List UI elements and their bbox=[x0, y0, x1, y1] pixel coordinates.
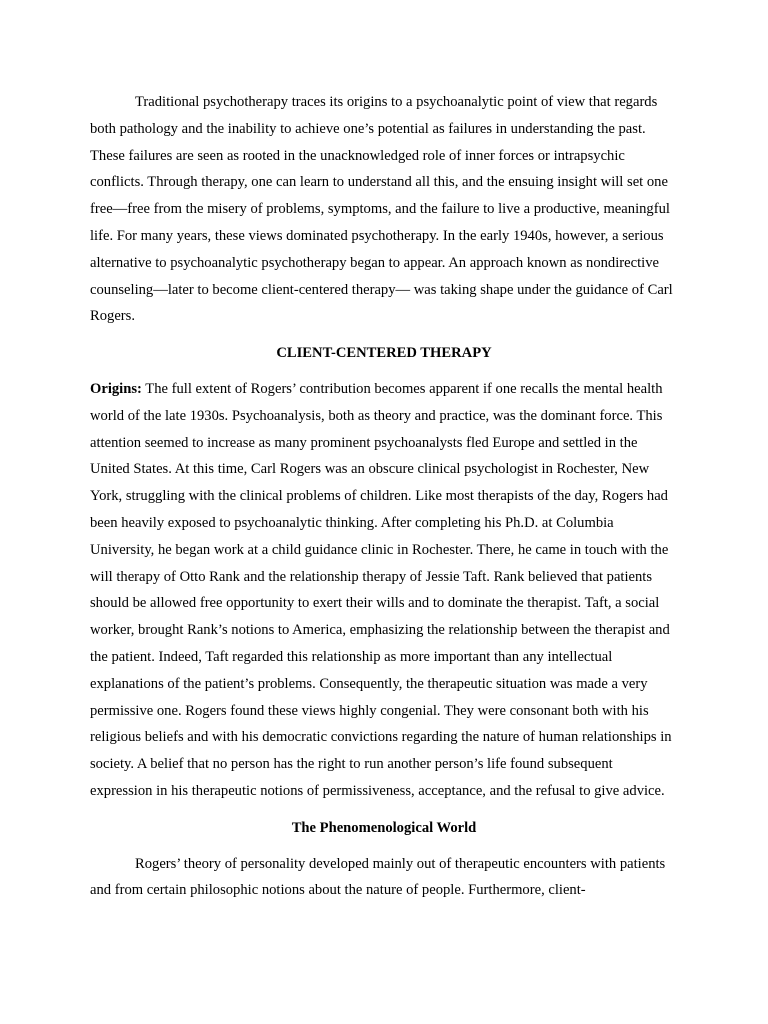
origins-text: The full extent of Rogers’ contribution becomes apparent if one recalls the mental health world of the late 1930s. Psychoanalysis, both as theory and practice, was the dominant force. This attention seemed to increase as many prominent psychoanalysts fled Europe and settled in the United States. At this time, Carl Rogers was an obscure clinical psychologist in Rochester, New York, struggling with the clinical problems of children. Like most therapists of the day, Rogers had been heavily exposed to psychoanalytic thinking. After completing his Ph.D. at Columbia University, he began work at a child guidance clinic in Rochester. There, he came in touch with the will therapy of Otto Rank and the relationship therapy of Jessie Taft. Rank believed that patients should be allowed free opportunity to exert their wills and to dominate the therapist. Taft, a social worker, brought Rank’s notions to America, emphasizing the relationship between the therapist and the patient. Indeed, Taft regarded this relationship as more important than any intellectual explanations of the patient’s problems. Consequently, the therapeutic situation was made a very permissive one. Rogers found these views highly congenial. They were consonant both with his religious beliefs and with his democratic convictions regarding the nature of human relationships in society. A belief that no person has the right to run another person’s life found subsequent expression in his therapeutic notions of permissiveness, acceptance, and the refusal to give advice. bbox=[90, 380, 672, 799]
spacer bbox=[90, 330, 678, 340]
document-page bbox=[90, 89, 678, 904]
section-heading: CLIENT-CENTERED THERAPY bbox=[276, 345, 492, 362]
spacer bbox=[90, 367, 678, 376]
intro-paragraph: Traditional psychotherapy traces its origins to a psychoanalytic point of view that regards both pathology and the inability to achieve one’s potential as failures in understanding the past. These failures are seen as rooted in the unacknowledged role of inner forces or intrapsychic conflicts. Through therapy, one can learn to understand all this, and the ensuing insight will set one free—free from the misery of problems, symptoms, and the failure to live a productive, meaningful life. For many years, these views dominated psychotherapy. In the early 1940s, however, a serious alternative to psychoanalytic psychotherapy began to appear. An approach known as nondirective counseling—later to become client-centered therapy— was taking shape under the guidance of Carl Rogers. bbox=[90, 94, 673, 325]
subsection-heading: The Phenomenological World bbox=[291, 819, 477, 836]
origins-paragraph bbox=[90, 376, 678, 805]
spacer bbox=[90, 842, 678, 851]
spacer bbox=[90, 805, 678, 815]
phenomenological-paragraph: Rogers’ theory of personality developed mainly out of therapeutic encounters with patients and from certain philosophic notions about the nature of people. Furthermore, client- bbox=[90, 855, 666, 899]
origins-label: Origins: bbox=[90, 380, 142, 397]
